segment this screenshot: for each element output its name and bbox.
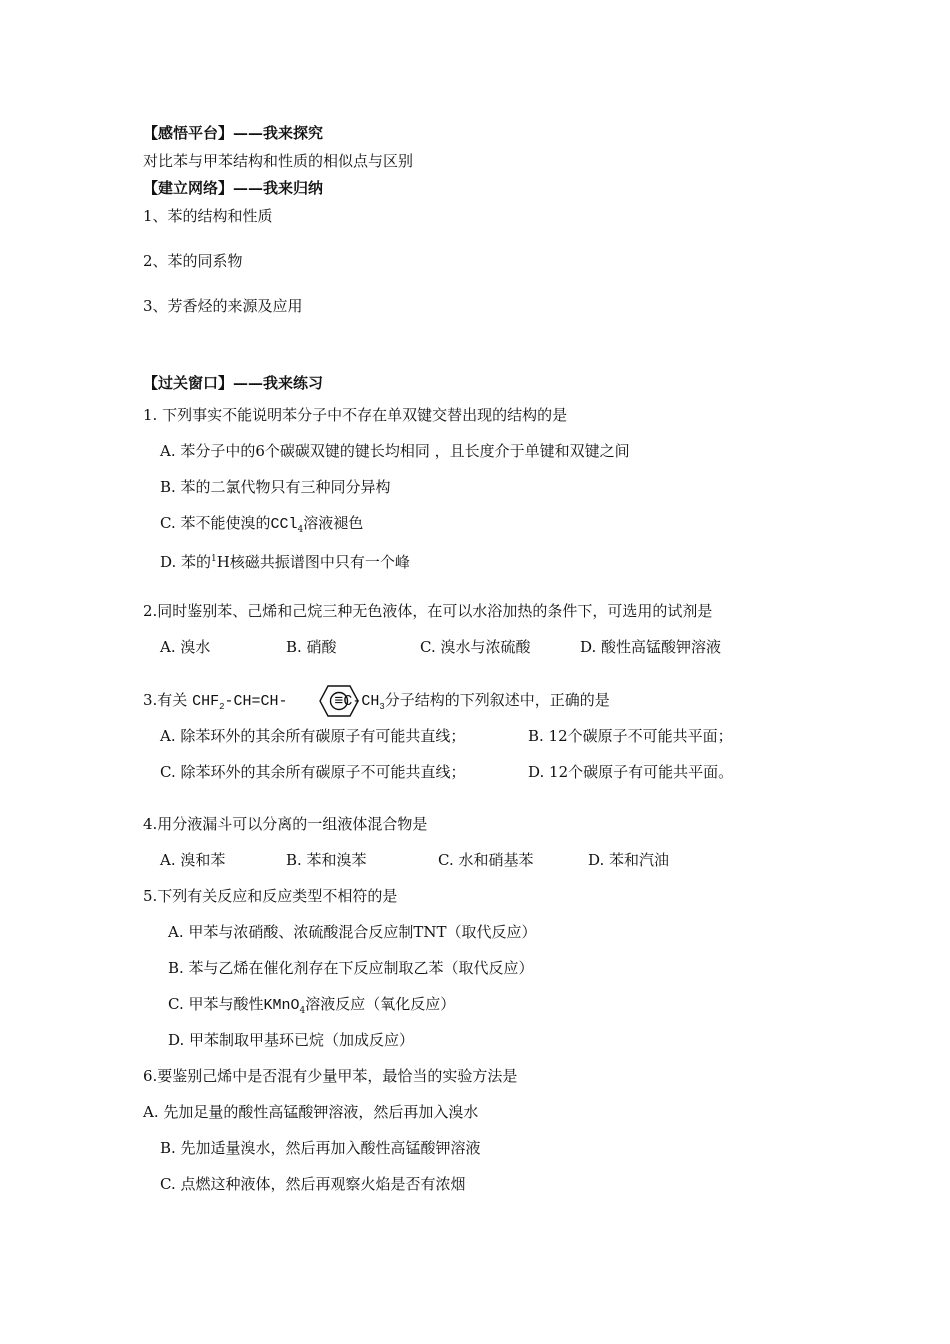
question-5-option-d: D. 甲苯制取甲基环已烷（加成反应）	[168, 1031, 415, 1049]
question-3-option-c: C. 除苯环外的其余所有碳原子不可能共直线；	[160, 763, 466, 781]
question-6-option-c: C. 点燃这种液体，然后再观察火焰是否有浓烟	[160, 1175, 466, 1193]
list-item: 3、芳香烃的来源及应用	[143, 297, 303, 315]
question-4-option-b: B. 苯和溴苯	[286, 851, 367, 869]
question-1-stem: 1. 下列事实不能说明苯分子中不存在单双键交替出现的结构的是	[143, 406, 568, 424]
question-5-stem: 5.下列有关反应和反应类型不相符的是	[143, 887, 398, 905]
question-3-option-b: B. 12个碳原子不可能共平面；	[528, 727, 733, 745]
question-4-option-c: C. 水和硝基苯	[438, 851, 534, 869]
question-3-option-d: D. 12个碳原子有可能共平面。	[528, 763, 734, 781]
question-4-option-d: D. 苯和汽油	[588, 851, 670, 869]
section-title-jian-li: 【建立网络】——我来归纳	[143, 179, 324, 197]
question-5-option-c: C. 甲苯与酸性KMnO$_4$溶液反应（氧化反应）	[168, 995, 456, 1016]
question-6-option-b: B. 先加适量溴水，然后再加入酸性高锰酸钾溶液	[160, 1139, 481, 1157]
question-5-option-a: A. 甲苯与浓硝酸、浓硫酸混合反应制TNT（取代反应）	[168, 923, 537, 941]
question-4-option-a: A. 溴和苯	[160, 851, 226, 869]
question-3-option-a: A. 除苯环外的其余所有碳原子有可能共直线；	[160, 727, 466, 745]
question-6-stem: 6.要鉴别己烯中是否混有少量甲苯，最恰当的实验方法是	[143, 1067, 518, 1085]
section-title-gan-wu: 【感悟平台】——我来探究	[143, 124, 324, 142]
section-text: 对比苯与甲苯结构和性质的相似点与区别	[143, 152, 414, 170]
question-2-option-d: D. 酸性高锰酸钾溶液	[580, 638, 722, 656]
benzene-ring-icon	[319, 685, 359, 717]
list-item: 1、苯的结构和性质	[143, 207, 273, 225]
question-2-option-c: C. 溴水与浓硫酸	[420, 638, 531, 656]
question-3-stem: 3.有关 $CHF_2-CH=CH- \equiv C-CH_3$分子结构的下列叙述中，正确的是	[143, 691, 610, 712]
question-2-stem: 2.同时鉴别苯、己烯和己烷三种无色液体，在可以水浴加热的条件下，可选用的试剂是	[143, 602, 713, 620]
question-4-stem: 4.用分液漏斗可以分离的一组液体混合物是	[143, 815, 428, 833]
question-6-option-a: A. 先加足量的酸性高锰酸钾溶液，然后再加入溴水	[143, 1103, 479, 1121]
question-1-option-d: D. 苯的$^1$H核磁共振谱图中只有一个峰	[160, 553, 410, 571]
question-5-option-b: B. 苯与乙烯在催化剂存在下反应制取乙苯（取代反应）	[168, 959, 534, 977]
question-1-option-c: C. 苯不能使溴的CCl$_4$溶液褪色	[160, 514, 364, 535]
section-title-guo-guan: 【过关窗口】——我来练习	[143, 374, 324, 392]
question-2-option-a: A. 溴水	[160, 638, 211, 656]
question-1-option-a: A. 苯分子中的6个碳碳双键的键长均相同 ，且长度介于单键和双键之间	[160, 442, 630, 460]
question-2-option-b: B. 硝酸	[286, 638, 337, 656]
list-item: 2、苯的同系物	[143, 252, 243, 270]
question-1-option-b: B. 苯的二氯代物只有三种同分异构	[160, 478, 391, 496]
